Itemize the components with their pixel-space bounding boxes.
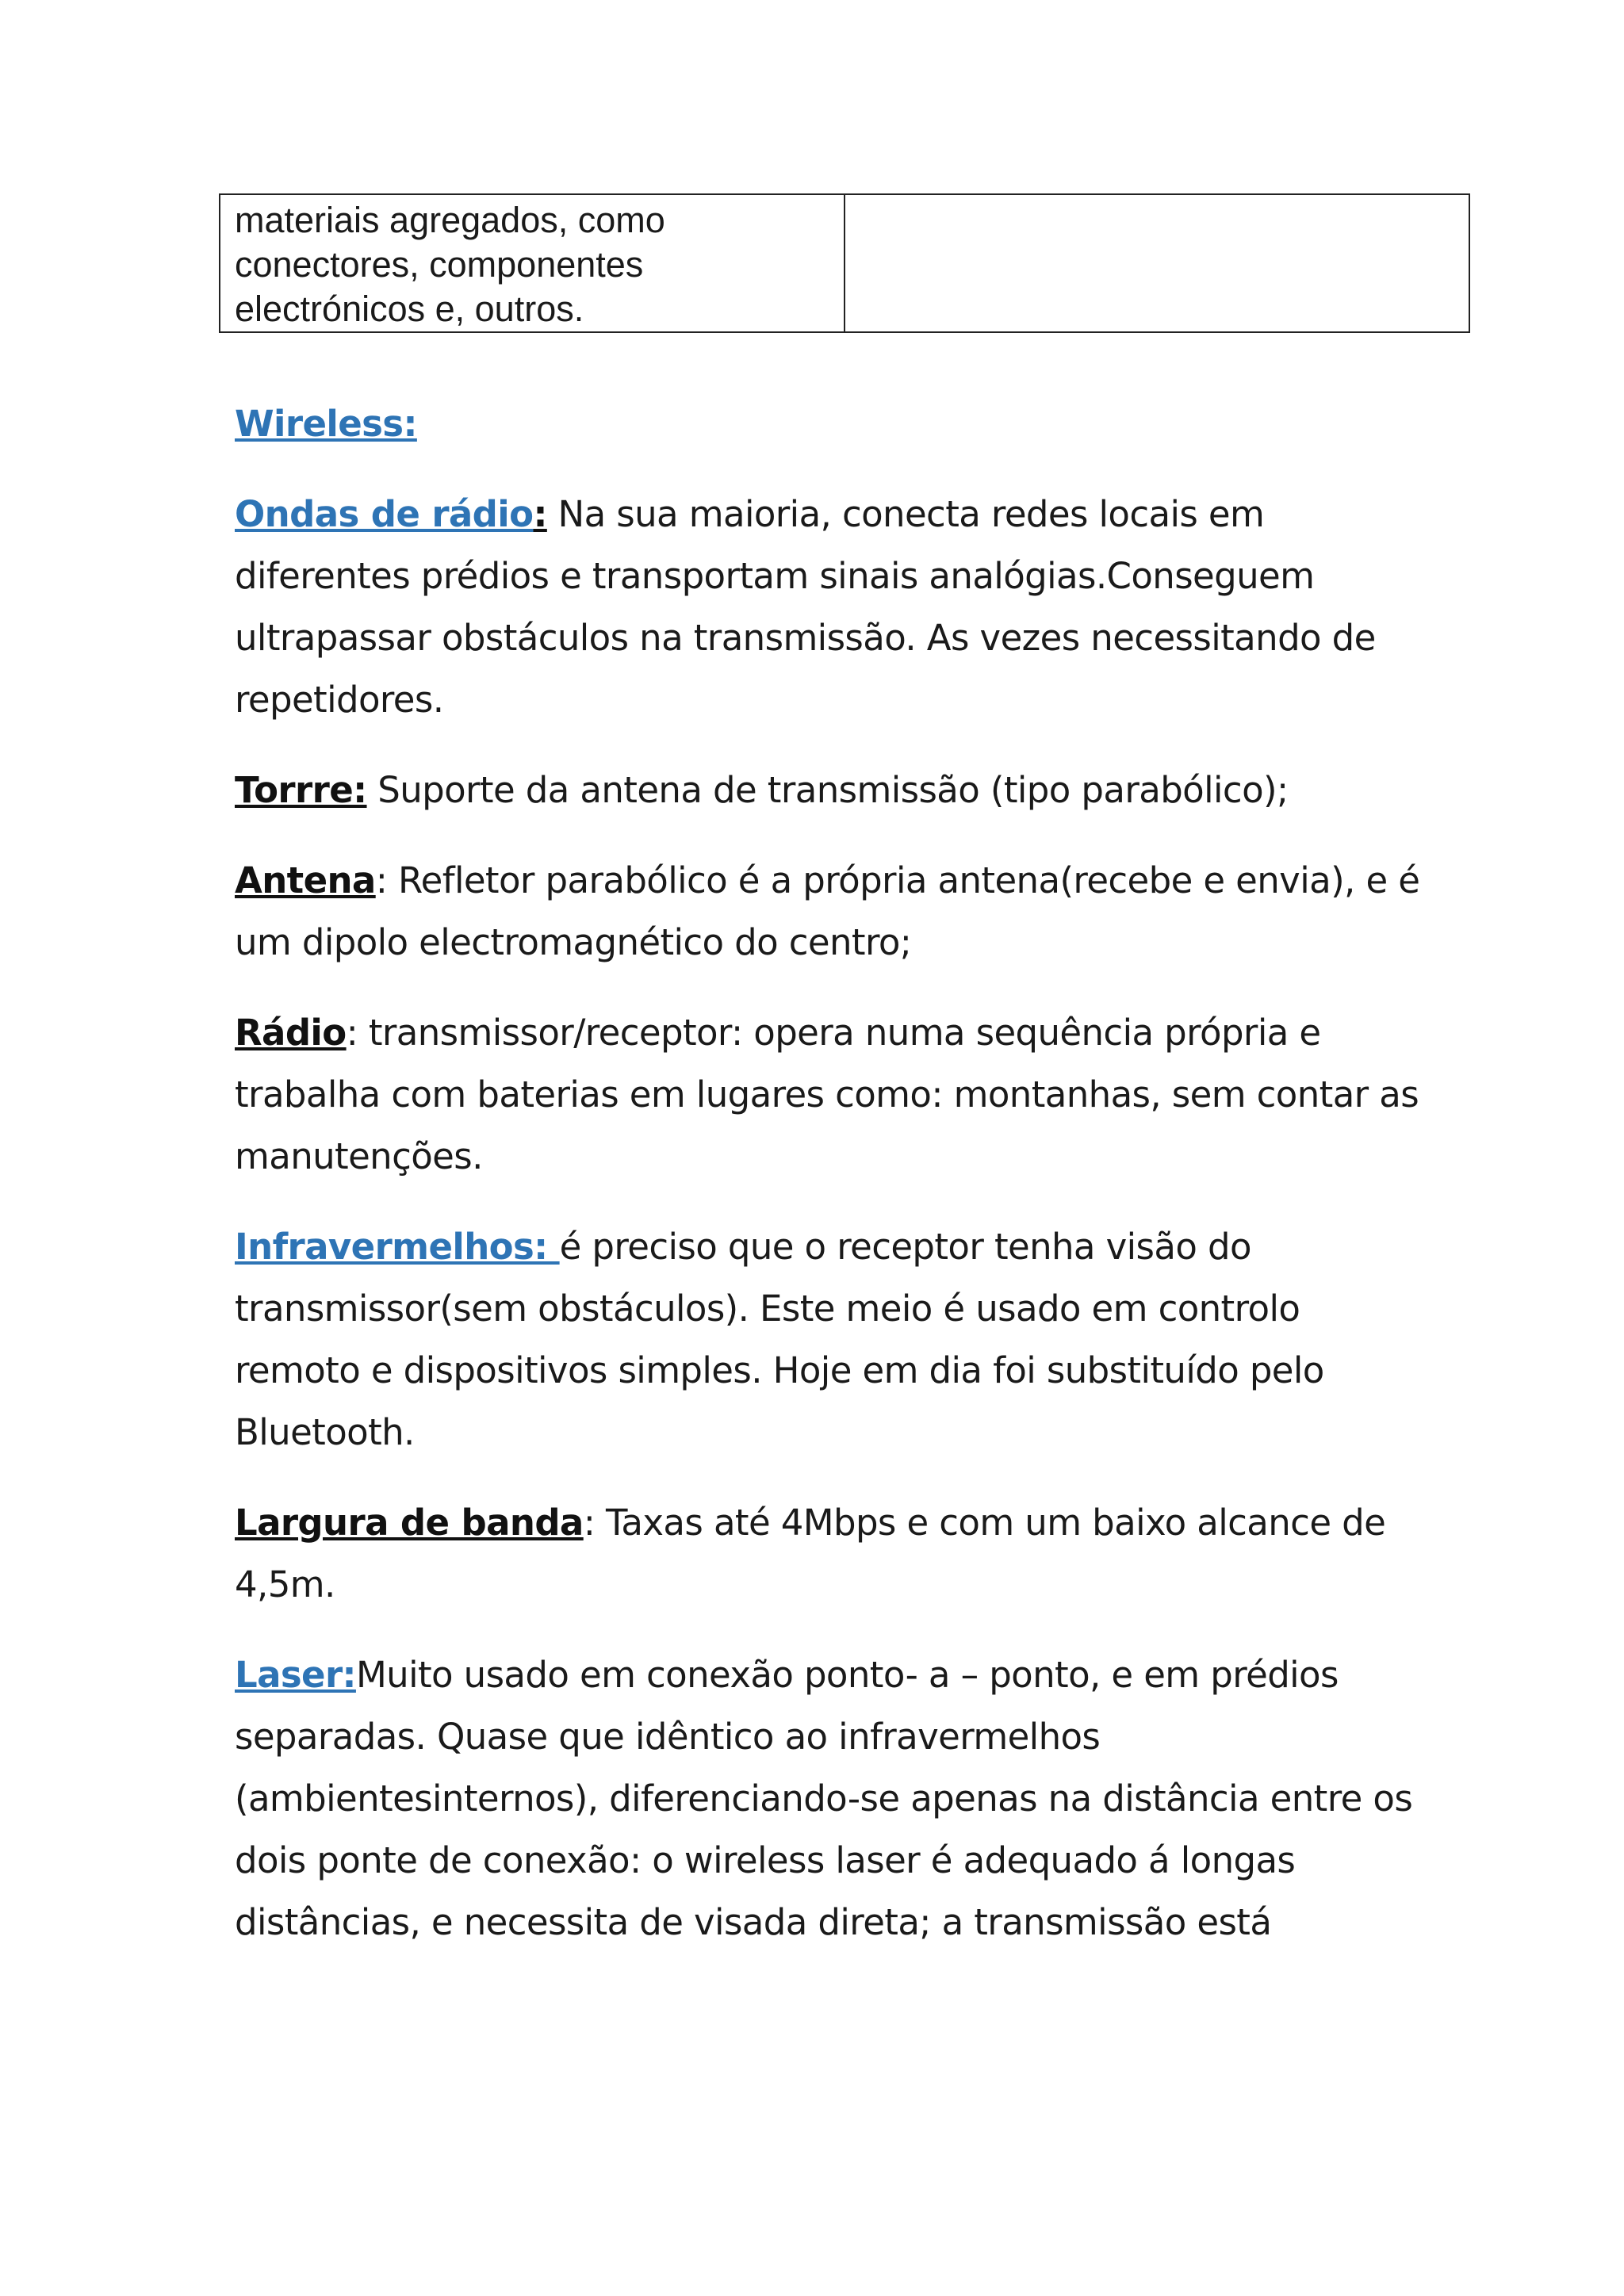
torre-text: Suporte da antena de transmissão (tipo parabólico); — [366, 769, 1289, 811]
largura-de-banda-heading: Largura de banda — [235, 1502, 584, 1544]
ondas-de-radio-colon: : — [533, 493, 547, 535]
paragraph-torre — [235, 760, 1424, 821]
infravermelhos-heading: Infravermelhos: — [235, 1226, 560, 1268]
paragraph-antena — [235, 850, 1424, 974]
torre-heading: Torrre: — [235, 769, 367, 811]
radio-text: : transmissor/receptor: opera numa sequência própria e trabalha com baterias em lugares como: montanhas, sem contar as manutenções. — [235, 1012, 1419, 1177]
wireless-heading-paragraph — [235, 393, 1424, 455]
antena-text: : Refletor parabólico é a própria antena(recebe e envia), e é um dipolo electromagnético do centro; — [235, 859, 1420, 963]
ondas-de-radio-heading: Ondas de rádio — [235, 493, 534, 535]
paragraph-ondas-de-radio — [235, 484, 1424, 731]
table-cell-left: materiais agregados, como conectores, componentes electrónicos e, outros. — [220, 194, 845, 332]
continued-table — [219, 193, 1470, 333]
antena-heading: Antena — [235, 859, 376, 901]
radio-heading: Rádio — [235, 1012, 347, 1054]
paragraph-largura-de-banda — [235, 1492, 1424, 1616]
table-row — [220, 194, 1469, 332]
document-body — [235, 393, 1424, 1982]
ondas-de-radio-text: Na sua maioria, conecta redes locais em diferentes prédios e transportam sinais analógias.Conseguem ultrapassar obstáculos na transmissão. As vezes necessitando de repetidores. — [235, 493, 1376, 721]
infravermelhos-text: é preciso que o receptor tenha visão do transmissor(sem obstáculos). Este meio é usado em controlo remoto e dispositivos simples. Hoje em dia foi substituído pelo Bluetooth. — [235, 1226, 1324, 1453]
paragraph-infravermelhos — [235, 1216, 1424, 1464]
laser-text: Muito usado em conexão ponto- a – ponto, e em prédios separadas. Quase que idêntico ao infravermelhos (ambientesinternos), diferenciando-se apenas na distância entre os dois ponte de conexão: o wireless laser é adequado á longas distâncias, e necessita de visada direta; a transmissão está — [235, 1654, 1413, 1943]
largura-de-banda-text: : Taxas até 4Mbps e com um baixo alcance de 4,5m. — [235, 1502, 1386, 1605]
paragraph-laser — [235, 1644, 1424, 1954]
table-cell-right — [845, 194, 1469, 332]
laser-heading: Laser: — [235, 1654, 356, 1696]
wireless-heading: Wireless: — [235, 403, 417, 445]
paragraph-radio — [235, 1002, 1424, 1188]
